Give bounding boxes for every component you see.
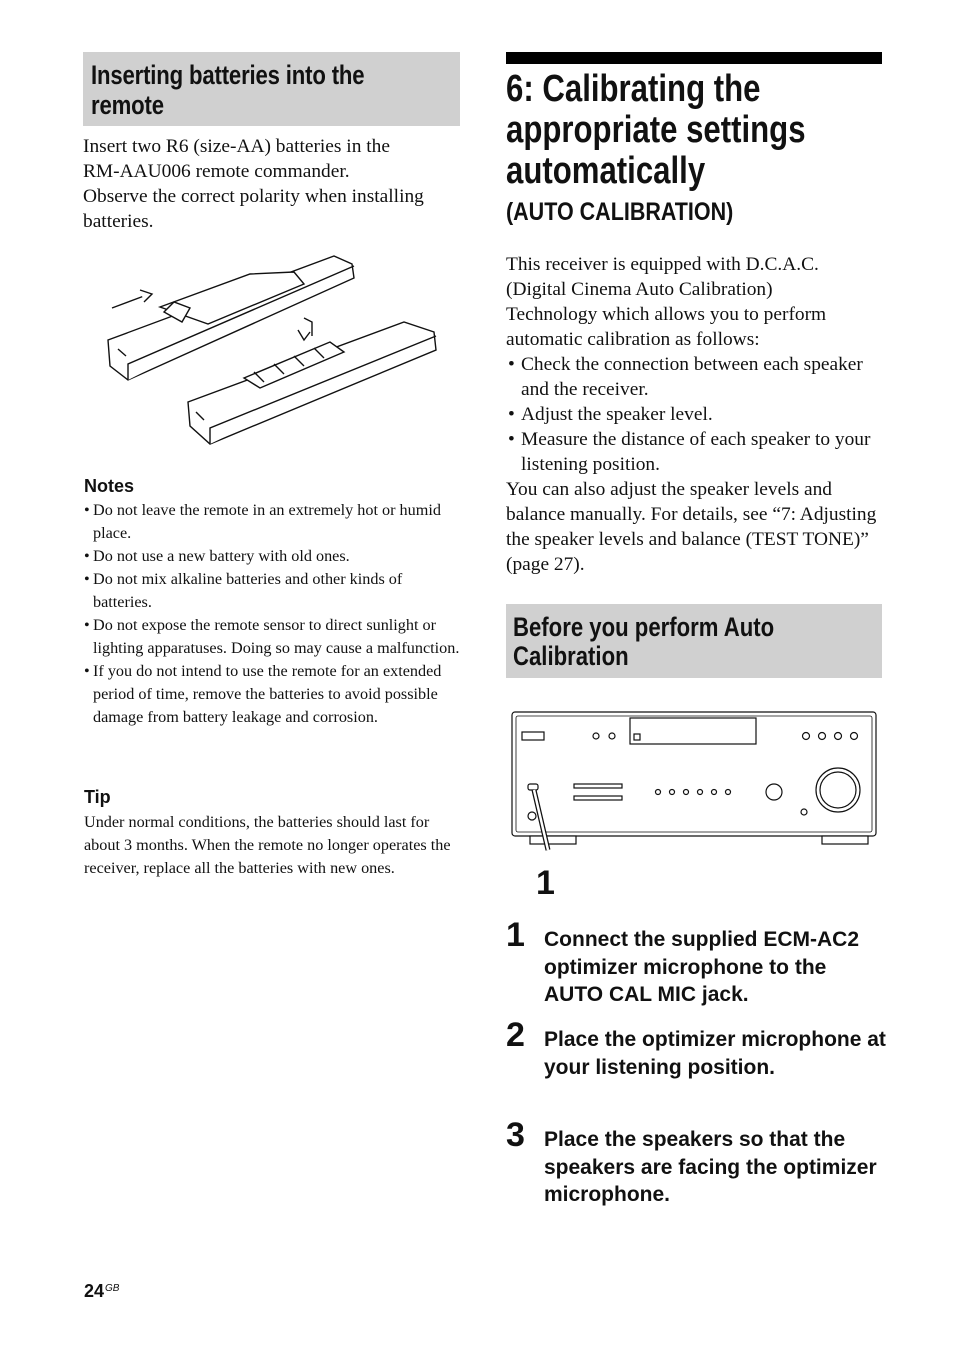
step-number: 2 [506, 1016, 525, 1054]
intro-line-1: This receiver is equipped with D.C.A.C. [506, 254, 819, 275]
note-item: • If you do not intend to use the remote for an extended period of time, remove the batteries to avoid possible damage from battery leakage and corrosion. [84, 660, 462, 729]
manual-adjust-text: You can also adjust the speaker levels and balance manually. For details, see “7: Adjusting the speaker levels and balance (TEST TONE)” (page 27). [506, 479, 877, 575]
title-rule [506, 52, 882, 64]
bullet-item: • Check the connection between each speaker and the receiver. [506, 352, 884, 402]
step-number: 3 [506, 1116, 525, 1154]
note-item: • Do not use a new battery with old ones. [84, 545, 462, 568]
step-text: Place the optimizer microphone at your listening position. [544, 1028, 886, 1079]
tip-title: Tip [84, 787, 111, 807]
page-region-suffix: GB [105, 1283, 120, 1294]
remote-battery-illustration [104, 252, 440, 452]
notes-title: Notes [84, 476, 135, 496]
page-number: 24 [84, 1281, 105, 1301]
heading-line-2: Calibration [513, 641, 629, 671]
receiver-front-panel-illustration [508, 708, 880, 902]
section-heading-batteries [83, 52, 460, 126]
bullet-item: • Adjust the speaker level. [506, 402, 884, 427]
note-item: • Do not mix alkaline batteries and other kinds of batteries. [84, 568, 462, 614]
section-heading-before-calibration [506, 604, 882, 678]
intro-line-4: batteries. [83, 211, 154, 232]
notes-list [84, 499, 462, 729]
note-item: • Do not expose the remote sensor to direct sunlight or lighting apparatuses. Doing so may cause a malfunction. [84, 614, 462, 660]
step-number: 1 [506, 916, 525, 954]
callout-number: 1 [536, 864, 555, 902]
intro-line-1: Insert two R6 (size-AA) batteries in the [83, 136, 390, 157]
tip-text: Under normal conditions, the batteries should last for about 3 months. When the remote no longer operates the receiver, replace all the batteries with new ones. [84, 813, 451, 877]
calibration-bullets [506, 352, 884, 477]
intro-line-3: Observe the correct polarity when installing [83, 186, 424, 207]
page-subtitle: (AUTO CALIBRATION) [506, 198, 734, 226]
intro-line-3: Technology which allows you to perform [506, 304, 827, 325]
intro-line-4: automatic calibration as follows: [506, 329, 760, 350]
step-text: Place the speakers so that the speakers are facing the optimizer microphone. [544, 1128, 877, 1206]
note-item: • Do not leave the remote in an extremely hot or humid place. [84, 499, 462, 545]
heading-line-1: Inserting batteries into the [91, 60, 365, 90]
title-line-2: appropriate settings [506, 109, 806, 151]
bullet-item: • Measure the distance of each speaker to your listening position. [506, 427, 884, 477]
heading-line-2: remote [91, 90, 164, 120]
title-line-3: automatically [506, 150, 706, 192]
title-line-1: 6: Calibrating the [506, 68, 761, 110]
intro-line-2: RM-AAU006 remote commander. [83, 161, 350, 182]
intro-line-2: (Digital Cinema Auto Calibration) [506, 279, 773, 300]
calibration-intro [506, 252, 884, 577]
step-text: Connect the supplied ECM-AC2 optimizer microphone to the AUTO CAL MIC jack. [544, 928, 860, 1006]
battery-instructions [83, 134, 463, 234]
heading-line-1: Before you perform Auto [513, 612, 775, 642]
